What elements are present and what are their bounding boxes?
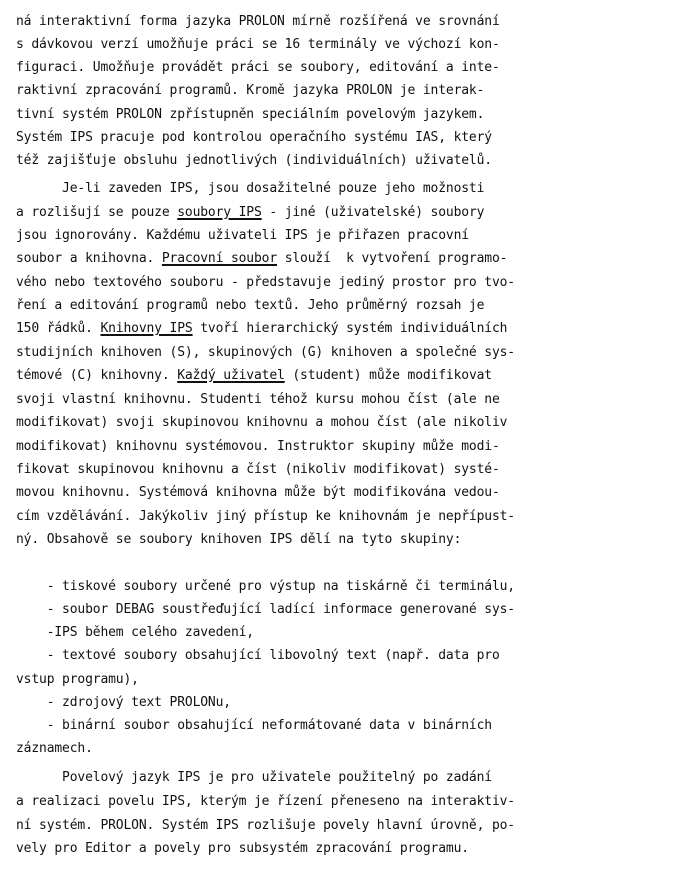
text-line	[16, 321, 507, 337]
text-span: témové (C) knihovny.	[16, 368, 178, 383]
text-line	[16, 205, 484, 221]
text-line: fikovat skupinovou knihovnu a číst (nikoliv modifikovat) systé-	[16, 462, 500, 477]
text-span: soubor a knihovna.	[16, 251, 162, 266]
text-line: tivní systém PROLON zpřístupněn speciálním povelovým jazykem.	[16, 107, 485, 122]
list-item: záznamech.	[16, 741, 93, 756]
text-line: studijních knihoven (S), skupinových (G) knihoven a společné sys-	[16, 345, 515, 360]
text-line: též zajišťuje obsluhu jednotlivých (individuálních) uživatelů.	[16, 153, 492, 168]
text-line	[16, 368, 492, 384]
list-item: - soubor DEBAG soustřeďující ladící informace generované sys-	[16, 602, 515, 617]
text-line: Systém IPS pracuje pod kontrolou operačního systému IAS, který	[16, 130, 492, 145]
text-line: modifikovat) svoji skupinovou knihovnu a mohou číst (ale nikoliv	[16, 415, 508, 430]
list-item: -IPS během celého zavedení,	[16, 625, 254, 640]
underlined-term: Knihovny IPS	[100, 321, 193, 336]
text-line: cím vzdělávání. Jakýkoliv jiný přístup ke knihovnám je nepřípust-	[16, 509, 515, 524]
underlined-term: soubory IPS	[177, 205, 262, 220]
text-line: a realizaci povelu IPS, kterým je řízení přeneseno na interaktiv-	[16, 794, 515, 809]
text-line: ření a editování programů nebo textů. Jeho průměrný rozsah je	[16, 298, 485, 313]
text-line: vého nebo textového souboru - představuje jediný prostor pro tvo-	[16, 275, 515, 290]
text-line: movou knihovnu. Systémová knihovna může být modifikována vedou-	[16, 485, 500, 500]
underlined-term: Pracovní soubor	[161, 251, 278, 266]
text-line: jsou ignorovány. Každému uživateli IPS je přiřazen pracovní	[16, 228, 469, 243]
list-item: - zdrojový text PROLONu,	[16, 695, 231, 710]
list-item: - textové soubory obsahující libovolný text (např. data pro	[16, 648, 500, 663]
text-span: (student) může modifikovat	[284, 368, 492, 383]
text-line: vely pro Editor a povely pro subsystém zpracování programu.	[16, 841, 469, 856]
text-line: ný. Obsahově se soubory knihoven IPS dělí na tyto skupiny:	[16, 532, 462, 547]
list-item: vstup programu),	[16, 672, 139, 687]
text-line: raktivní zpracování programů. Kromě jazyka PROLON je interak-	[16, 83, 485, 98]
text-line	[16, 251, 507, 267]
text-span: tvoří hierarchický systém individuálních	[192, 321, 508, 336]
text-span: slouží k vytvoření programo-	[277, 251, 508, 266]
text-line: ná interaktivní forma jazyka PROLON mírně rozšířená ve srovnání	[16, 14, 500, 29]
text-line: Je-li zaveden IPS, jsou dosažitelné pouze jeho možnosti	[16, 181, 485, 196]
text-line: ní systém. PROLON. Systém IPS rozlišuje povely hlavní úrovně, po-	[16, 818, 515, 833]
text-line: modifikovat) knihovnu systémovou. Instruktor skupiny může modi-	[16, 439, 500, 454]
text-line: figuraci. Umožňuje provádět práci se soubory, editování a inte-	[16, 60, 500, 75]
list-item: - binární soubor obsahující neformátované data v binárních	[16, 718, 492, 733]
text-span: 150 řádků.	[16, 321, 101, 336]
text-span: - jiné (uživatelské) soubory	[261, 205, 485, 220]
list-item: - tiskové soubory určené pro výstup na tiskárně či terminálu,	[16, 579, 515, 594]
text-span: a rozlišují se pouze	[16, 205, 178, 220]
text-line: Povelový jazyk IPS je pro uživatele použitelný po zadání	[16, 770, 492, 785]
text-line: s dávkovou verzí umožňuje práci se 16 terminály ve výchozí kon-	[16, 37, 500, 52]
text-line: svoji vlastní knihovnu. Studenti téhož kursu mohou číst (ale ne	[16, 392, 500, 407]
underlined-term: Každý uživatel	[177, 368, 285, 383]
